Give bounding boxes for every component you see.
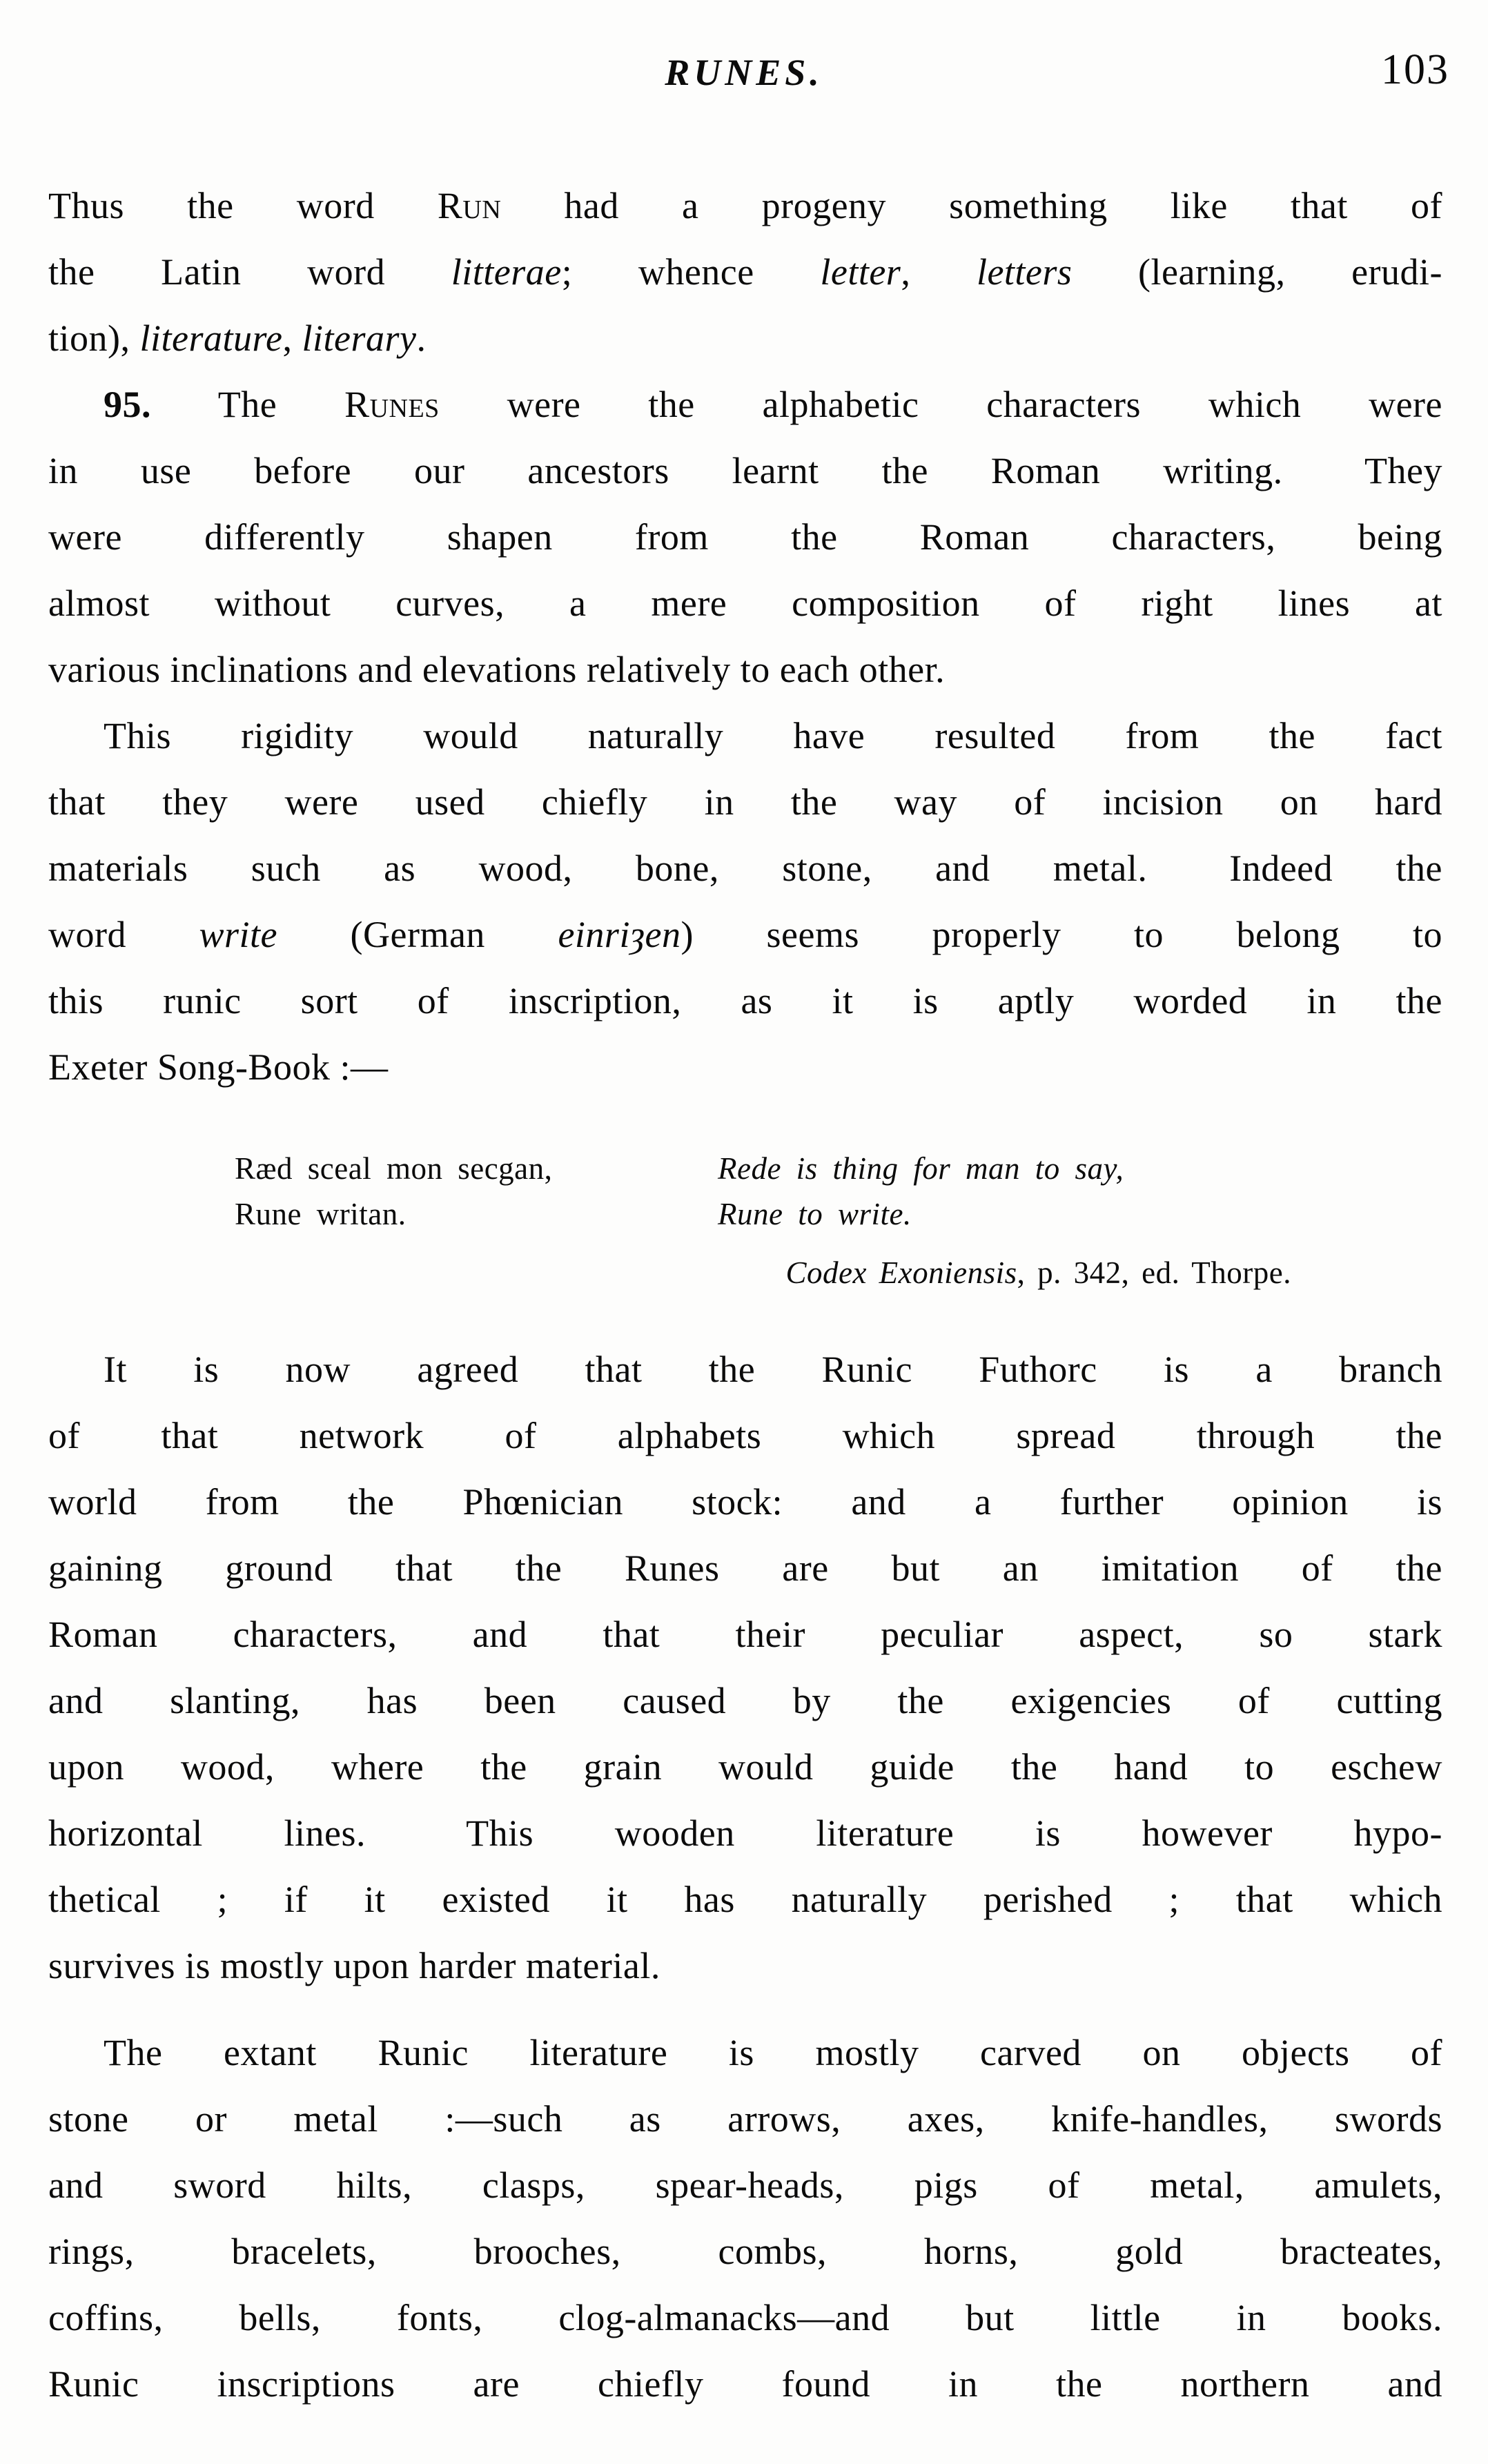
text-line [48, 2152, 1442, 2218]
text: stone or metal :—such as arrows, axes, knife-handles, swords [48, 2098, 1442, 2140]
text-line [48, 371, 1442, 438]
text-line [48, 1734, 1442, 1800]
text: The extant Runic literature is mostly carved on objects of [104, 2032, 1442, 2073]
text: had a progeny something like that of [501, 185, 1443, 226]
text: almost without curves, a mere composition of right lines at [48, 583, 1442, 624]
text-line [48, 504, 1442, 570]
text: the Latin word [48, 251, 451, 293]
text-line [48, 2086, 1442, 2152]
paragraph [48, 371, 1442, 703]
text-line [48, 2218, 1442, 2285]
text: word [48, 914, 199, 955]
italic-text: letter [820, 251, 901, 293]
verse-line-old-english: Rune writan. [235, 1197, 407, 1231]
text: and slanting, has been caused by the exigencies of cutting [48, 1680, 1442, 1721]
text-line [48, 901, 1442, 968]
text: Exeter Song-Book :— [48, 1046, 389, 1088]
text: were differently shapen from the Roman characters, being [48, 516, 1442, 558]
text: The [151, 384, 345, 425]
text: ) seems properly to belong to [681, 914, 1442, 955]
text: This rigidity would naturally have resulted from the fact [104, 715, 1442, 756]
text-line [48, 1800, 1442, 1866]
text-line [48, 1535, 1442, 1601]
paragraph [48, 703, 1442, 1100]
text: thetical ; if it existed it has naturally perished ; that which [48, 1879, 1442, 1920]
italic-text: literature [139, 317, 283, 359]
text-line [48, 968, 1442, 1034]
text-line [48, 1402, 1442, 1469]
paragraph [48, 173, 1442, 371]
page-number: 103 [1381, 46, 1449, 93]
text-line [48, 835, 1442, 901]
text-line [48, 1034, 1442, 1100]
text: and sword hilts, clasps, spear-heads, pigs of metal, amulets, [48, 2164, 1442, 2206]
text: various inclinations and elevations relatively to each other. [48, 649, 946, 690]
verse-line-translation: Rede is thing for man to say, [718, 1151, 1124, 1186]
text-line [48, 769, 1442, 835]
text: . [416, 317, 427, 359]
italic-text: letters [976, 251, 1073, 293]
text-line [48, 438, 1442, 504]
text-line [48, 2285, 1442, 2351]
italic-text: Codex Exoniensis [785, 1255, 1017, 1290]
text: It is now agreed that the Runic Futhorc is a branch [104, 1349, 1442, 1390]
text: Thus the word [48, 185, 438, 226]
text: tion), [48, 317, 140, 359]
bold-text: 95. [104, 384, 151, 425]
verse-row [235, 1191, 1442, 1237]
text: Runic inscriptions are chiefly found in the northern and [48, 2363, 1442, 2405]
text: in use before our ancestors learnt the Roman writing. They [48, 450, 1442, 491]
text: (German [277, 914, 558, 955]
text: , [901, 251, 977, 293]
verse-block [235, 1146, 1442, 1293]
italic-text: einriȝen [558, 914, 681, 955]
smallcaps-text: Runes [344, 384, 440, 425]
text: gaining ground that the Runes are but an imitation of the [48, 1547, 1442, 1589]
paragraph [48, 1336, 1442, 1999]
italic-text: literary [302, 317, 417, 359]
text-line [48, 636, 1442, 703]
text: that they were used chiefly in the way of incision on hard [48, 781, 1442, 823]
smallcaps-text: Run [437, 185, 502, 226]
text-line [48, 570, 1442, 636]
verse-line-translation: Rune to write. [718, 1197, 912, 1231]
text: materials such as wood, bone, stone, and metal. Indeed the [48, 848, 1442, 889]
text: survives is mostly upon harder material. [48, 1945, 660, 1986]
text: upon wood, where the grain would guide the hand to eschew [48, 1746, 1442, 1788]
verse-citation [235, 1252, 1442, 1293]
text: , p. 342, ed. Thorpe. [1017, 1255, 1291, 1290]
italic-text: write [199, 914, 278, 955]
text-line [48, 173, 1442, 239]
text-line [48, 305, 1442, 371]
text-line [48, 1601, 1442, 1668]
text: horizontal lines. This wooden literature is however hypo- [48, 1812, 1442, 1854]
verse-row [235, 1146, 1442, 1191]
text: world from the Phœnician stock: and a further opinion is [48, 1481, 1442, 1523]
page-body [48, 173, 1442, 2417]
text: , [282, 317, 302, 359]
text-line [48, 1866, 1442, 1933]
text: ; whence [561, 251, 821, 293]
text-line [48, 1469, 1442, 1535]
text-line [48, 239, 1442, 305]
text-line [48, 1668, 1442, 1734]
running-header-title: RUNES. [665, 52, 823, 93]
text: coffins, bells, fonts, clog-almanacks—and but little in books. [48, 2297, 1442, 2338]
text-line [48, 1933, 1442, 1999]
text: of that network of alphabets which spread through the [48, 1415, 1442, 1456]
text-line [48, 1336, 1442, 1402]
text-line [48, 2020, 1442, 2086]
italic-text: litterae [451, 251, 562, 293]
text: (learning, erudi- [1072, 251, 1443, 293]
text: Roman characters, and that their peculiar aspect, so stark [48, 1614, 1442, 1655]
verse-line-old-english: Ræd sceal mon secgan, [235, 1151, 553, 1186]
paragraph [48, 2020, 1442, 2417]
text: rings, bracelets, brooches, combs, horns, gold bracteates, [48, 2231, 1442, 2272]
text-line [48, 703, 1442, 769]
text: were the alphabetic characters which were [439, 384, 1442, 425]
text-line [48, 2351, 1442, 2417]
text: this runic sort of inscription, as it is aptly worded in the [48, 980, 1442, 1021]
